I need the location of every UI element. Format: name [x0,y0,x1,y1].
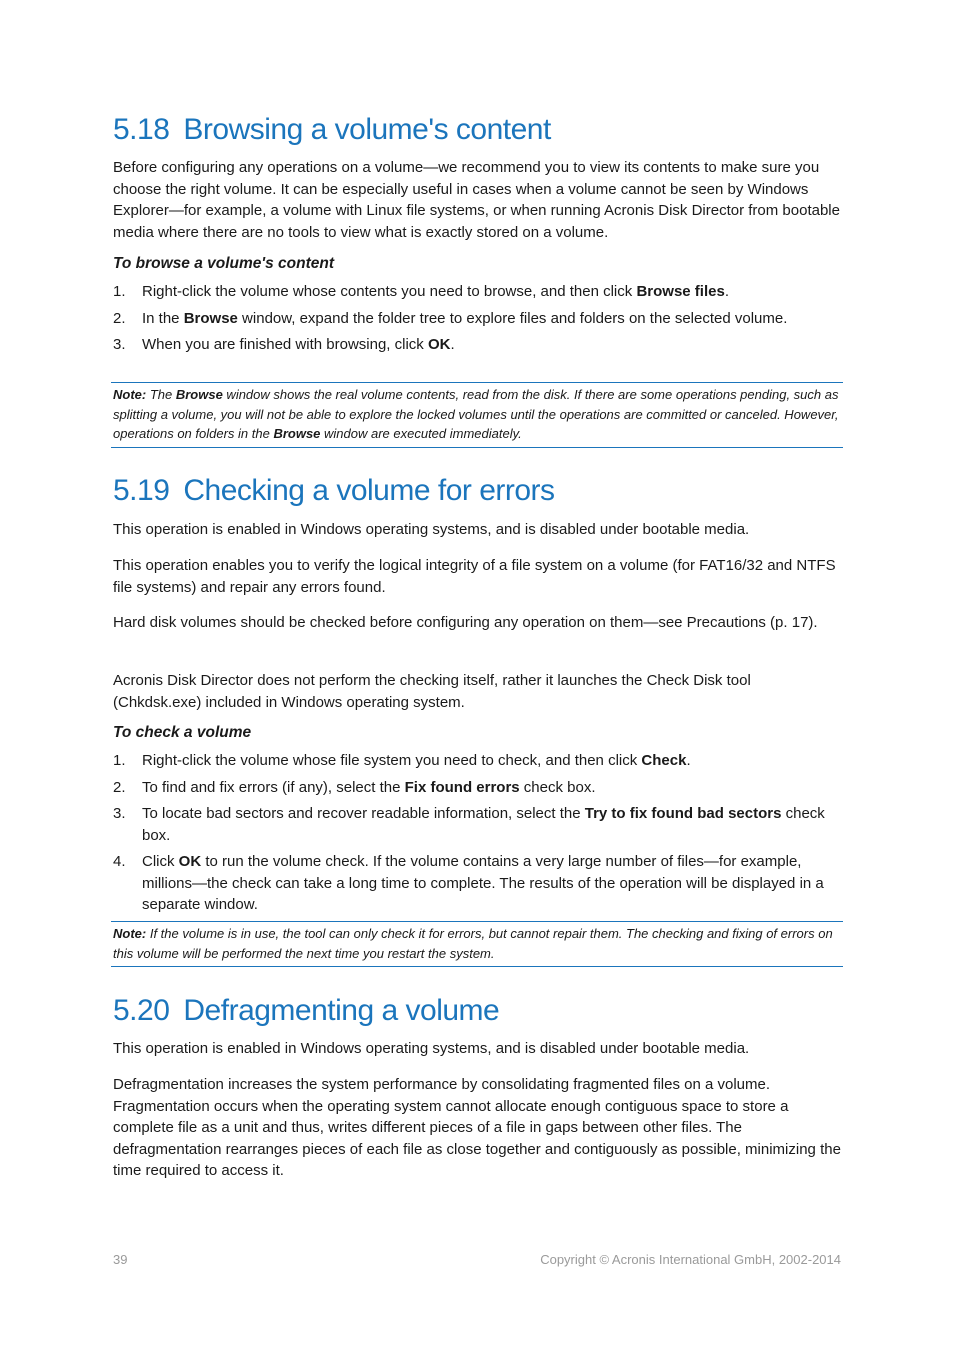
paragraph: Acronis Disk Director does not perform the checking itself, rather it launches the Check Disk tool (Chkdsk.exe) included in Windows operating system. [113,672,751,711]
steps-list [113,750,843,921]
section-intro: Before configuring any operations on a volume—we recommend you to view its contents to make sure you choose the right volume. It can be especially useful in cases when a volume cannot be seen by Windows Explorer—for example, a volume with Linux file systems, or when running Acronis Disk Director from bootable media where there are no tools to view what is exactly stored on a volume. [113,159,840,241]
list-item: 4. Click OK to run the volume check. If the volume contains a very large number of files—for example, millions—the check can take a long time to complete. The results of the operation will be displayed in a separate window. [113,853,824,913]
note-box: Note: The Browse window shows the real volume contents, read from the disk. If there are some operations pending, such as splitting a volume, you will not be able to explore the locked volumes until the operations are committed or canceled. However, operations on folders in the Browse window are executed immediately. [111,382,843,448]
list-item: 3. When you are finished with browsing, click OK. [113,336,455,353]
paragraph: This operation is enabled in Windows operating systems, and is disabled under bootable media. [113,1040,750,1057]
paragraph: Hard disk volumes should be checked before configuring any operation on them—see Precautions (p. 17). [113,614,818,631]
section-heading-5-19: 5.19 Checking a volume for errors [113,474,555,507]
note-box: Note: If the volume is in use, the tool can only check it for errors, but cannot repair them. The checking and fixing of errors on this volume will be performed the next time you restart the system. [111,921,843,967]
procedure-title: To browse a volume's content [113,255,335,272]
list-item: 2. To find and fix errors (if any), select the Fix found errors check box. [113,778,596,796]
list-item: 3. To locate bad sectors and recover readable information, select the Try to fix found bad sectors check box. [113,805,825,844]
page-number: 39 [113,1252,128,1267]
procedure-title: To check a volume [113,724,252,741]
paragraph: This operation enables you to verify the logical integrity of a file system on a volume (for FAT16/32 and NTFS file systems) and repair any errors found. [113,557,836,596]
section-heading-5-18: 5.18 Browsing a volume's content [113,113,551,146]
paragraph: Defragmentation increases the system performance by consolidating fragmented files on a volume. Fragmentation occurs when the operating system cannot allocate enough contiguous space to store a complete file as a unit and thus, writes different pieces of a file in gaps between other files. The defragmentation rearranges pieces of each file as close together and contiguously as possible, minimizing the time required to access it. [113,1076,841,1179]
list-item: 1. Right-click the volume whose contents you need to browse, and then click Browse files. [113,283,729,300]
steps-list [113,281,843,361]
list-item: 2. In the Browse window, expand the folder tree to explore files and folders on the selected volume. [113,309,788,327]
list-item: 1. Right-click the volume whose file system you need to check, and then click Check. [113,752,691,769]
copyright-notice: Copyright © Acronis International GmbH, 2002-2014 [540,1252,841,1267]
section-heading-5-20: 5.20 Defragmenting a volume [113,994,500,1027]
paragraph: This operation is enabled in Windows operating systems, and is disabled under bootable media. [113,521,750,538]
